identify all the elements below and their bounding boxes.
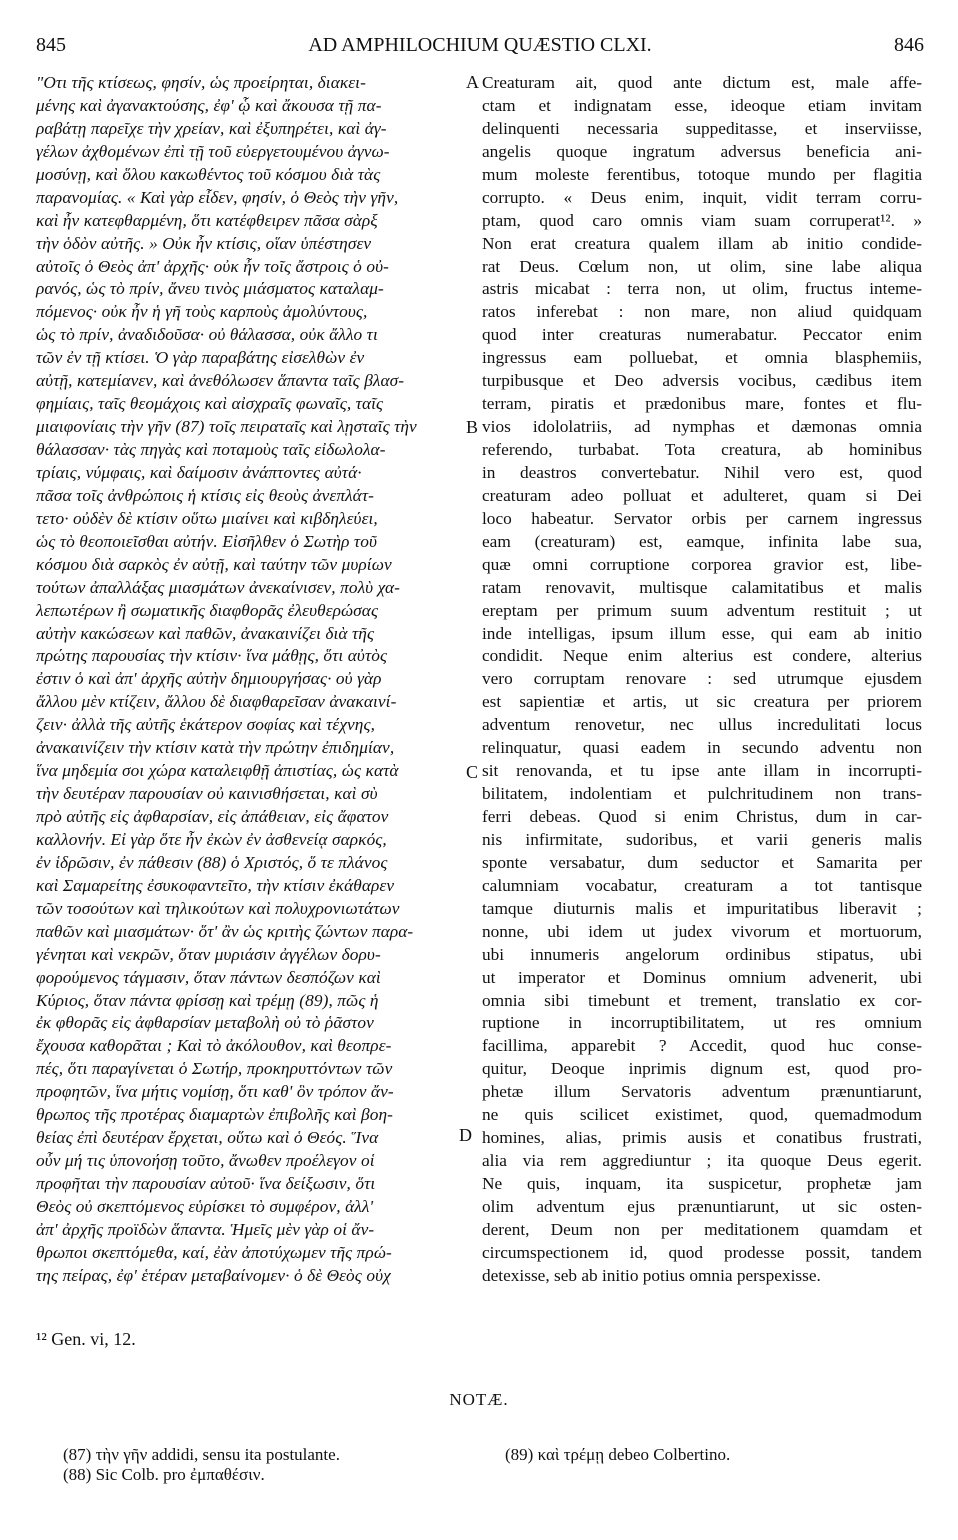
note-88: (88) Sic Colb. pro ἐμπαθέσιν. bbox=[63, 1465, 265, 1484]
greek-text-line: μοσύνῃ, καὶ ὅλου κακωθέντος τοῦ κόσμου διὰ τὰς bbox=[36, 164, 381, 184]
latin-text-line: nis infirmitate, sudoribus, et varii generis malis bbox=[482, 829, 922, 849]
latin-text-line: ruptione in incorruptibilitatem, ut res omnium bbox=[482, 1013, 922, 1033]
greek-text-line: ἔχουσα καθορᾶται ; Καὶ τὸ ἀκόλουθον, καὶ θεοπρε- bbox=[36, 1036, 392, 1056]
greek-text-line: μιαιφονίαις τὴν γῆν (87) τοῖς πειραταῖς καὶ λῃσταῖς τὴν bbox=[36, 417, 417, 437]
latin-text-line: quod inter creaturas numerabatur. Peccator enim bbox=[482, 325, 922, 345]
notes-right bbox=[505, 1445, 730, 1465]
latin-text-line: condidit. Neque enim alterius est condere, alterius bbox=[482, 646, 922, 666]
latin-text-line: detexisse, seb ab initio potius omnia perspexisse. bbox=[482, 1265, 821, 1285]
greek-text-line: ὡς τὸ θεοποιεῖσθαι αὐτήν. Εἰσῆλθεν ὁ Σωτὴρ τοῦ bbox=[36, 531, 377, 551]
latin-text-line: angelis quoque ingratum adversus beneficia ani- bbox=[482, 141, 922, 161]
greek-text-line: παθῶν καὶ μιασμάτων· ὅτ' ἂν ὡς κριτὴς ζώντων παρα- bbox=[36, 921, 414, 941]
latin-text-line: alia via rem aggrediuntur ; ita quoque Deus egerit. bbox=[482, 1151, 922, 1171]
greek-text-line: ραβάτῃ παρεῖχε τὴν χρείαν, καὶ ἐξυπηρέτει, καὶ ἀγ- bbox=[36, 118, 387, 138]
greek-text-line: αὐτοῖς ὁ Θεὸς ἀπ' ἀρχῆς· οὐκ ἦν τοῖς ἄστροις ὁ οὐ- bbox=[36, 256, 389, 276]
greek-text-line: ἐκ φθορᾶς εἰς ἀφθαρσίαν μεταβολὴ οὐ τὸ ῥᾶστον bbox=[36, 1013, 374, 1033]
latin-text-line: derent, Deum non per meditationem quamdam et bbox=[482, 1219, 922, 1239]
latin-text-line: Creaturam ait, quod ante dictum est, male affe- bbox=[482, 73, 922, 92]
latin-text-line: ptam, quod caro omnis viam suam corruperat¹². » bbox=[482, 210, 922, 230]
margin-marker-c: C bbox=[466, 762, 479, 782]
margin-marker-b: B bbox=[466, 417, 479, 437]
greek-text-line: ἀνακαινίζειν τὴν κτίσιν κατὰ τὴν πρώτην ἐπιδημίαν, bbox=[36, 738, 395, 758]
latin-text-line: facillima, apparebit ? Accedit, quod huc conse- bbox=[482, 1036, 922, 1056]
greek-text-line: τῶν ἐν τῇ κτίσει. Ὁ γὰρ παραβάτης εἰσελθὼν ἐν bbox=[36, 348, 365, 368]
note-87: (87) τὴν γῆν addidi, sensu ita postulante. bbox=[63, 1445, 340, 1464]
greek-text-line: θρωποι σκεπτόμεθα, καί, ἐὰν ἀποτύχωμεν τῆς πρώ- bbox=[36, 1242, 392, 1262]
latin-text-line: ferri debeas. Quod si enim Christus, dum in car- bbox=[482, 807, 922, 826]
page-number-left: 845 bbox=[36, 34, 66, 56]
greek-text-line: τῶν τοσούτων καὶ τηλικούτων καὶ πολυχρονιωτάτων bbox=[36, 898, 400, 918]
greek-text-line: προφητῶν, ἵνα μήτις νομίσῃ, ὅτι καθ' ὃν τρόπον ἄν- bbox=[36, 1082, 394, 1102]
note-89: (89) καὶ τρέμῃ debeo Colbertino. bbox=[505, 1445, 731, 1464]
latin-text-line: Non erat creatura qualem illam ab initio condide- bbox=[482, 233, 922, 253]
greek-text-line: ἐστιν ὁ καὶ ἀπ' ἀρχῆς αὐτὴν δημιουργήσας· οὐ γὰρ bbox=[36, 669, 382, 689]
footnote: ¹² Gen. vi, 12. bbox=[36, 1329, 136, 1349]
latin-text-line: loco habeatur. Servator orbis per carnem ingressus bbox=[482, 508, 922, 528]
latin-text-line: sponte versabatur, dum seductor et Samarita per bbox=[482, 852, 922, 872]
greek-text-line: ἵνα μηδεμία σοι χώρα καταλειφθῇ ἀπιστίας, ὡς κατὰ bbox=[36, 761, 399, 781]
greek-text-line: αὐτὴν κακώσεων καὶ παθῶν, ἀνακαινίζει διὰ τῆς bbox=[36, 623, 375, 643]
greek-text-line: της πείρας, ἐφ' ἑτέραν μεταβαίνομεν· ὁ δὲ Θεὸς οὐχ bbox=[36, 1265, 391, 1285]
latin-text-line: eam (creaturam) est, eamque, infinita labe sua, bbox=[482, 531, 922, 551]
latin-text-line: inde intelligas, ipsum illum esse, qui eam ab initio bbox=[482, 623, 922, 643]
running-header bbox=[36, 34, 924, 60]
greek-text-line: ἄλλου μὲν κτίζειν, ἄλλου δὲ διαφθαρεῖσαν ἀνακαινί- bbox=[36, 692, 397, 712]
latin-text-line: rat Deus. Cœlum non, ut olim, sine labe aliqua bbox=[482, 256, 922, 276]
latin-text-line: olim adventum ejus prænuntiarunt, ut sic osten- bbox=[482, 1196, 922, 1216]
greek-text-line: αὐτῇ, κατεμίανεν, καὶ ἀνεθόλωσεν ἅπαντα ταῖς βλασ- bbox=[36, 371, 405, 391]
latin-text-line: ut imperator et Dominus omnium advenerit, ubi bbox=[482, 967, 922, 987]
latin-text-line: referendo, turbabat. Tota creatura, ab hominibus bbox=[482, 440, 922, 459]
latin-text-line: creaturam adeo polluat et adulteret, quam si Dei bbox=[482, 485, 922, 505]
latin-text-line: quitur, Deoque inprimis dignum est, quod pro- bbox=[482, 1059, 922, 1079]
latin-text-line: ctam et indignatam esse, ideoque etiam invitam bbox=[482, 95, 922, 115]
margin-marker-a: A bbox=[466, 72, 479, 92]
greek-text-line: καὶ ἦν κατεφθαρμένη, ὅτι κατέφθειρεν πᾶσα σὰρξ bbox=[36, 210, 378, 230]
greek-text-line: θρωπος τῆς προτέρας διαμαρτὼν ἐπιβολῆς καὶ βοη- bbox=[36, 1105, 393, 1125]
greek-text-line: θείας ἐπὶ δευτέραν ἔρχεται, οὕτω καὶ ὁ Θεός. Ἵνα bbox=[36, 1128, 379, 1148]
latin-text-line: sit renovanda, et tu ipse ante illam in incorrupti- bbox=[482, 761, 922, 781]
greek-text-line: γένηται καὶ νεκρῶν, ὅταν μυριάσιν ἀγγέλων δορυ- bbox=[36, 944, 381, 964]
latin-text-line: bilitatem, indolentiam et pulchritudinem non trans- bbox=[482, 784, 922, 804]
latin-text-line: circumspectionem id, quod prodesse possit, tandem bbox=[482, 1242, 922, 1262]
latin-text-line: terram, piratis et prædonibus mare, fontes et flu- bbox=[482, 394, 922, 414]
greek-text-line: φημίαις, ταῖς θεομάχοις καὶ αἰσχραῖς φωναῖς, ταῖς bbox=[36, 394, 384, 414]
greek-text-line: ὡς τὸ πρίν, ἀναδιδοῦσα· οὐ θάλασσα, οὐκ ἄλλο τι bbox=[36, 325, 378, 345]
greek-text-line: πρώτης παρουσίας τὴν κτίσιν· ἵνα μάθῃς, ὅτι αὐτὸς bbox=[36, 646, 388, 666]
greek-text-line: πᾶσα τοῖς ἀνθρώποις ἡ κτίσις εἰς θεοὺς ἀνεπλάτ- bbox=[36, 485, 374, 505]
latin-text-line: adventum renovetur, nec ullus incredulitati locus bbox=[482, 715, 922, 735]
latin-text-line: nonne, ubi idem ut judex vivorum et mortuorum, bbox=[482, 921, 922, 941]
latin-text-line: vero corruptam renovare : sed utrumque ejusdem bbox=[482, 669, 922, 689]
latin-text-line: Ne quis, inquam, ita suspicetur, prophetæ jam bbox=[482, 1174, 922, 1193]
greek-text-line: προφῆται τὴν παρουσίαν αὐτοῦ· ἵνα δείξωσιν, ὅτι bbox=[36, 1174, 376, 1193]
latin-text-line: in deastros convertebatur. Nihil vero est, quod bbox=[482, 462, 922, 482]
greek-text-column bbox=[36, 72, 466, 1288]
latin-text-line: ereptam per primum suum adventum restituit ; ut bbox=[482, 600, 922, 620]
latin-text-line: calumniam vocabatur, creaturam a tot tantisque bbox=[482, 875, 922, 895]
greek-text-line: κόσμου διὰ σαρκὸς ἐν αὐτῇ, καὶ ταύτην τῶν μυρίων bbox=[36, 554, 392, 574]
greek-text-line: ἀπ' ἀρχῆς προϊδὼν ἅπαντα. Ἡμεῖς μὲν γὰρ οἱ ἄν- bbox=[36, 1219, 375, 1239]
latin-text-line: corrupto. « Deus enim, inquit, vidit terram corru- bbox=[482, 187, 922, 207]
margin-marker-d: D bbox=[459, 1125, 472, 1145]
greek-text-line: ἐν ἱδρῶσιν, ἐν πάθεσιν (88) ὁ Χριστός, ὅ τε πλάνος bbox=[36, 852, 388, 872]
greek-text-line: φορούμενος τάγμασιν, ὅταν πάντων δεσπόζων καὶ bbox=[36, 967, 381, 987]
greek-text-line: τὴν δευτέραν παρουσίαν οὐ καινισθήσεται, καὶ σὺ bbox=[36, 784, 378, 804]
latin-text-line: homines, alias, primis ausis et conatibus frustrati, bbox=[482, 1128, 922, 1148]
greek-text-line: θάλασσαν· τὰς πηγὰς καὶ ποταμοὺς ταῖς εἰδωλολα- bbox=[36, 440, 386, 459]
latin-text-line: est sapientiæ et artis, ut sic creatura per priorem bbox=[482, 692, 922, 712]
greek-text-line: οὖν μή τις ὑπονοήσῃ τοῦτο, ἄνωθεν προέλεγον οἱ bbox=[36, 1151, 375, 1171]
greek-text-line: πές, ὅτι παραγίνεται ὁ Σωτήρ, προκηρυττόντων τῶν bbox=[36, 1059, 393, 1079]
latin-text-line: ratam renovavit, multisque calamitatibus et malis bbox=[482, 577, 922, 597]
greek-text-line: παρανομίας. « Καὶ γὰρ εἶδεν, φησίν, ὁ Θεὸς τὴν γῆν, bbox=[36, 187, 399, 207]
greek-text-line: πρὸ αὐτῆς εἰς ἀφθαρσίαν, εἰς ἀπάθειαν, εἰς ἄφατον bbox=[36, 807, 389, 826]
running-title: AD AMPHILOCHIUM QUÆSTIO CLXI. bbox=[308, 34, 652, 56]
latin-text-line: quæ omni corruptione corporea gravior est, libe- bbox=[482, 554, 922, 574]
latin-text-line: turpibusque et Deo adversis vocibus, cædibus item bbox=[482, 371, 922, 391]
greek-text-line: μένης καὶ ἀγανακτούσης, ἐφ' ᾧ καὶ ἄκουσα τῇ πα- bbox=[36, 95, 382, 115]
greek-text-line: τρίαις, νύμφαις, καὶ δαίμοσιν ἀνάπτοντες αὐτά· bbox=[36, 462, 362, 482]
latin-text-line: mum moleste ferentibus, totoque mundo per flagitia bbox=[482, 164, 922, 184]
greek-text-line: Κύριος, ὅταν πάντα φρίσσῃ καὶ τρέμῃ (89), πῶς ἡ bbox=[36, 990, 379, 1010]
greek-text-line: καὶ Σαμαρείτης ἐσυκοφαντεῖτο, τὴν κτίσιν ἐκάθαρεν bbox=[36, 875, 395, 895]
latin-text-line: ingressus eam polluebat, et omnia blasphemiis, bbox=[482, 348, 922, 368]
greek-text-line: τὴν ὁδὸν αὐτῆς. » Οὐκ ἦν κτίσις, οἵαν ὑπέστησεν bbox=[36, 233, 372, 253]
latin-text-line: omnia sibi timebunt et trement, translatio ex cor- bbox=[482, 990, 922, 1010]
latin-text-line: ubi innumeris angelorum ordinibus stipatus, ubi bbox=[482, 944, 922, 964]
greek-text-line: ζειν· ἀλλὰ τῆς αὐτῆς ἑκάτερον σοφίας καὶ τέχνης, bbox=[36, 715, 376, 735]
greek-text-line: ρανός, ὡς τὸ πρίν, ἄνευ τινὸς μιάσματος καταλαμ- bbox=[36, 279, 384, 299]
latin-text-line: relinquatur, quasi eadem in secundo adventu non bbox=[482, 738, 922, 758]
greek-text-line: "Οτι τῆς κτίσεως, φησίν, ὡς προείρηται, διακει- bbox=[36, 73, 366, 92]
latin-text-line: ne quis scilicet existimet, quod, quemadmodum bbox=[482, 1105, 922, 1125]
latin-text-line: ratos inferebat : non mare, non aliud quidquam bbox=[482, 302, 922, 322]
latin-text-line: astris micabat : terra non, ut olim, fructus inteme- bbox=[482, 279, 922, 299]
latin-text-line: phetæ illum Servatoris adventum prænuntiarunt, bbox=[482, 1082, 922, 1102]
greek-text-line: Θεὸς οὐ σκεπτόμενος εὑρίσκει τὸ συμφέρον, ἀλλ' bbox=[36, 1196, 374, 1216]
greek-text-line: καλλονήν. Εἰ γὰρ ὅτε ἦν ἐκὼν ἐν ἀσθενείᾳ σαρκός, bbox=[36, 829, 387, 849]
notes-left bbox=[63, 1445, 340, 1485]
page-number-right: 846 bbox=[894, 34, 924, 56]
latin-text-line: delinquenti necessaria suppeditasse, et inserviisse, bbox=[482, 118, 922, 138]
notes-heading: NOTÆ. bbox=[449, 1390, 509, 1409]
greek-text-line: λεπωτέρων ἢ σωματικῆς διαφθορᾶς ἐλευθερώσας bbox=[36, 600, 379, 620]
greek-text-line: πόμενος· οὐκ ἦν ἡ γῆ τοὺς καρποὺς ἀμολύντους, bbox=[36, 302, 368, 322]
latin-text-column bbox=[482, 72, 922, 1288]
greek-text-line: τετο· οὐδὲν δὲ κτίσιν οὕτω μιαίνει καὶ κιβδηλεύει, bbox=[36, 508, 378, 528]
greek-text-line: γέλων ἀχθομένων ἐπὶ τῇ τοῦ εὐεργετουμένου ἀγνω- bbox=[36, 141, 390, 161]
latin-text-line: tamque diuturnis malis et impuritatibus liberavit ; bbox=[482, 898, 922, 918]
latin-text-line: vios idololatriis, ad nymphas et dæmonas omnia bbox=[482, 417, 922, 437]
greek-text-line: τούτων ἀπαλλάξας μιασμάτων ἀνεκαίνισεν, πολὺ χα- bbox=[36, 577, 400, 597]
